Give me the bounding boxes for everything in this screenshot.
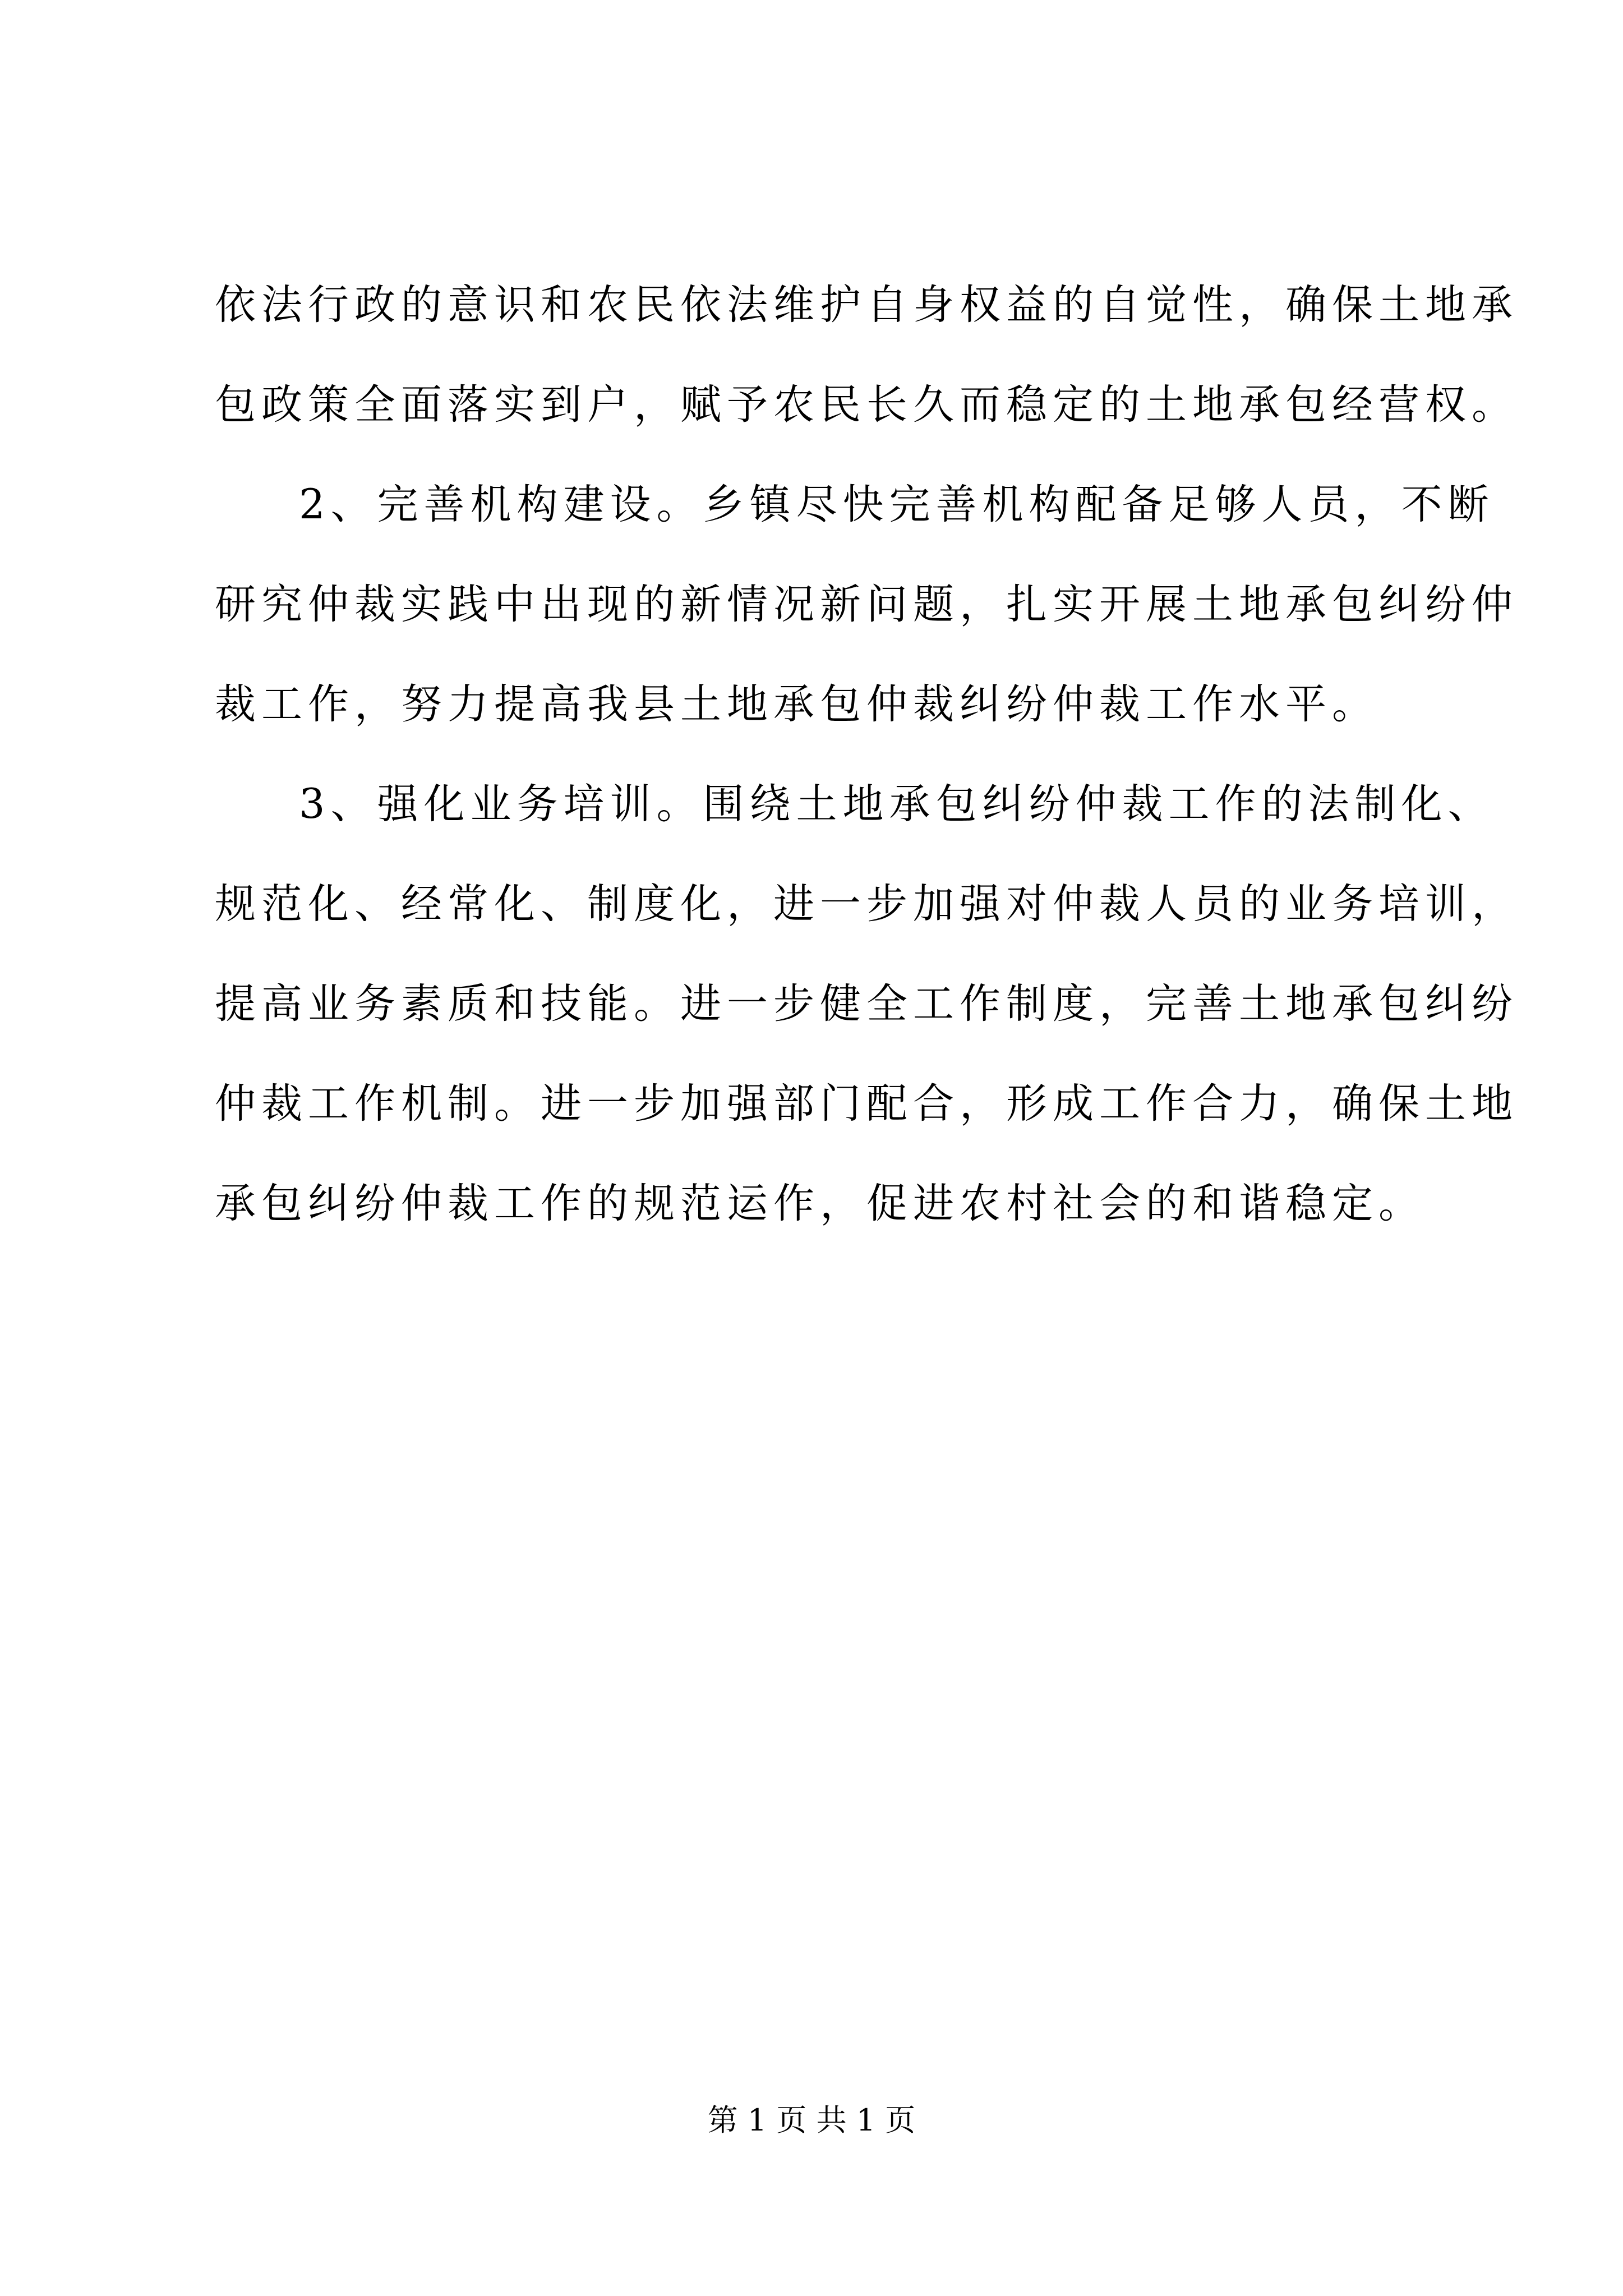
document-body bbox=[215, 255, 1518, 1254]
paragraph-line: 3、强化业务培训。围绕土地承包纠纷仲裁工作的法制化、 bbox=[299, 780, 1495, 828]
paragraph-line: 规范化、经常化、制度化，进一步加强对仲裁人员的业务培训， bbox=[215, 880, 1518, 928]
paragraph-line: 仲裁工作机制。进一步加强部门配合，形成工作合力，确保土地 bbox=[215, 1080, 1518, 1128]
page-footer: 第 1 页 共 1 页 bbox=[707, 2102, 916, 2138]
paragraph-line: 包政策全面落实到户，赋予农民长久而稳定的土地承包经营权。 bbox=[215, 381, 1518, 429]
paragraph-line: 依法行政的意识和农民依法维护自身权益的自觉性，确保土地承 bbox=[215, 281, 1518, 329]
paragraph-line: 提高业务素质和技能。进一步健全工作制度，完善土地承包纠纷 bbox=[215, 980, 1518, 1028]
paragraph-line: 2、完善机构建设。乡镇尽快完善机构配备足够人员，不断 bbox=[299, 481, 1495, 528]
paragraph-line: 承包纠纷仲裁工作的规范运作，促进农村社会的和谐稳定。 bbox=[215, 1180, 1425, 1227]
paragraph-line: 研究仲裁实践中出现的新情况新问题，扎实开展土地承包纠纷仲 bbox=[215, 581, 1518, 628]
paragraph-line: 裁工作，努力提高我县土地承包仲裁纠纷仲裁工作水平。 bbox=[215, 680, 1378, 728]
